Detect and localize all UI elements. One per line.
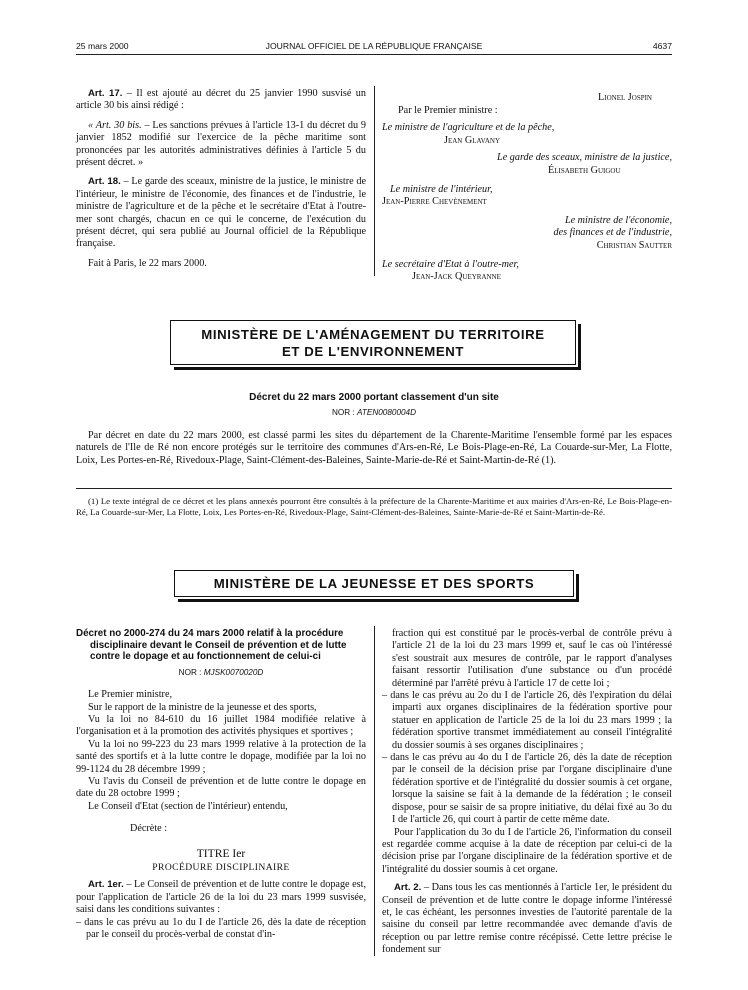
decret-dopage-title: Décret no 2000-274 du 24 mars 2000 relatif à la procédure disciplinaire devant le Conseil de prévention et de lutte contre le dopage et au fonctionnement de celui-ci — [76, 628, 347, 663]
signature-interior-title: Le ministre de l'intérieur, — [390, 183, 493, 195]
decret-dopage-p3: Vu la loi no 84-610 du 16 juillet 1984 modifiée relative à l'organisation et à la promotion des activités physiques et sportives ; — [76, 714, 366, 738]
article-18-text: – Le garde des sceaux, ministre de la justice, le ministre de l'intérieur, le ministre de l'économie, des finances et de l'industrie, le ministre de l'agriculture et de la pêche et le secrétaire d'Etat à l'outre-mer sont chargés, chacun en ce qui le concerne, de l'exécution du présent décret, qui sera publié au Journal officiel de la République française. — [76, 176, 366, 250]
decret-dopage-p1: Le Premier ministre, — [88, 689, 173, 701]
header-journal-title: JOURNAL OFFICIEL DE LA RÉPUBLIQUE FRANÇAISE — [265, 41, 483, 51]
article-17 — [76, 88, 366, 113]
decret-dopage-art2 — [382, 882, 672, 956]
decret-dopage-art1-dash1: – dans le cas prévu au 1o du I de l'article 26, dès la date de réception par le conseil du procès-verbal de constat d'in- — [76, 916, 366, 941]
ministry-jeunesse-line1: MINISTÈRE DE LA JEUNESSE ET DES SPORTS — [213, 576, 535, 591]
decret-dopage-right-column — [382, 628, 672, 957]
decret-dopage-decrete: Décrète : — [130, 823, 168, 835]
signature-om-name: Jean-Jack Queyranne — [412, 271, 501, 283]
signature-interior-name: Jean-Pierre Chevènement — [382, 196, 487, 208]
decret-site-title: Décret du 22 mars 2000 portant classement d'un site — [249, 392, 499, 403]
signature-om-title: Le secrétaire d'Etat à l'outre-mer, — [382, 258, 519, 270]
decret-dopage-art1-label: Art. 1er. — [88, 879, 124, 891]
header-date: 25 mars 2000 — [76, 41, 129, 51]
signature-agri-title: Le ministre de l'agriculture et de la pêche, — [382, 122, 555, 134]
article-30bis-label: « Art. 30 bis. — [88, 119, 142, 131]
decret-dopage-art1-text: – Le Conseil de prévention et de lutte contre le dopage est, pour l'application de l'article 26 de la loi du 23 mars 1999 susvisée, saisi dans les conditions suivantes : — [76, 879, 366, 916]
decret-dopage-titre-sub: PROCÉDURE DISCIPLINAIRE — [152, 862, 290, 874]
decret-site-body: Par décret en date du 22 mars 2000, est classé parmi les sites du département de la Charente-Maritime l'ensemble formé par les espaces naturels de l'Ile de Ré non encore protégés sur le territoire des communes d'Ars-en-Ré, Le Bois-Plage-en-Ré, La Couarde-sur-Mer, La Flotte, Loix, Les Portes-en-Ré, Rivedoux-Plage, Saint-Clément-des-Baleines, Sainte-Marie-de-Ré et Saint-Martin-de-Ré (1). — [76, 430, 672, 466]
decret-dopage-r3: – dans le cas prévu au 4o du I de l'article 26, dès la date de réception par le conseil de la décision prise par l'organe disciplinaire d'une fédération sportive et de l'intégralité du dossier soumis à cet organe, lorsque la saisine se fait à la demande de la fédération ; le conseil dispose, pour se saisir de sa propre initiative, du délai fixé au 3o du I de l'article 26, qui court à partir de cette même date. — [382, 752, 672, 826]
decret-dopage-left-column — [76, 628, 366, 942]
page-header — [76, 40, 672, 55]
decret-dopage-r4: Pour l'application du 3o du I de l'article 26, l'information du conseil est regardée comme acquise à la date de réception par celui-ci de la décision prise par l'organe disciplinaire de la fédération sportive et de l'intégralité du dossier soumis à cet organe. — [382, 826, 672, 875]
decret-site-footnote: (1) Le texte intégral de ce décret et les plans annexés pourront être consultés à la préfecture de la Charente-Maritime et aux mairies d'Ars-en-Ré, Le Bois-Plage-en-Ré, La Couarde-sur-Mer, La Flotte, Loix, Les Portes-en-Ré, Rivedoux-Plage, Saint-Clément-des-Baleines, Sainte-Marie-de-Ré et Saint-Martin-de-Ré. — [76, 496, 672, 517]
signature-eco-title-1: Le ministre de l'économie, — [564, 214, 672, 226]
decret-site-nor-label: NOR : — [331, 408, 357, 417]
column-divider-bottom — [374, 626, 375, 956]
signature-justice-name: Élisabeth Guigou — [548, 164, 621, 176]
decret-dopage-art1 — [76, 879, 366, 916]
article-30bis-text: – Les sanctions prévues à l'article 13-1 du décret du 9 janvier 1852 modifié sur l'exercice de la pêche maritime sont prononcées par les autorités administratives définies à l'article 5 du présent décret. » — [76, 119, 366, 169]
top-left-column — [76, 88, 366, 270]
decret-site-nor-code: ATEN0080004D — [357, 408, 417, 417]
decret-dopage-p4: Vu la loi no 99-223 du 23 mars 1999 relative à la protection de la santé des sportifs et à la lutte contre le dopage, modifiée par la loi no 99-1124 du 28 décembre 1999 ; — [76, 738, 366, 775]
article-18 — [76, 176, 366, 250]
article-17-text: – Il est ajouté au décret du 25 janvier 1990 susvisé un article 30 bis ainsi rédigé : — [76, 88, 366, 112]
footnote-rule — [76, 488, 672, 489]
decret-dopage-p5: Vu l'avis du Conseil de prévention et de lutte contre le dopage en date du 28 octobre 1999 ; — [76, 776, 366, 800]
decret-site-body-wrap — [76, 430, 672, 467]
signature-eco-title-2: des finances et de l'industrie, — [553, 227, 672, 239]
signature-pm-title: Par le Premier ministre : — [398, 104, 498, 116]
decret-dopage-nor — [76, 667, 366, 679]
ministry-amenagement-line2: ET DE L'ENVIRONNEMENT — [281, 344, 465, 359]
decret-dopage-titre: TITRE Ier — [196, 846, 246, 860]
signature-eco-name: Christian Sautter — [596, 239, 672, 251]
article-30bis-quote — [76, 120, 366, 170]
decret-dopage-r1: fraction qui est constitué par le procès-verbal de contrôle prévu à l'article 21 de la loi du 23 mars 1999 et, sauf le cas où l'intéressé s'est soustrait aux mesures de contrôle, par le rapport d'analyses faisant ressortir l'utilisation d'une substance ou d'un procédé déterminé par l'arrêté prévu à l'article 17 de cette loi ; — [392, 628, 672, 689]
signature-pm-name: Lionel Jospin — [598, 92, 652, 103]
decret-dopage-nor-code: MJSK0070020D — [203, 667, 264, 677]
ministry-jeunesse-box — [174, 570, 574, 597]
column-divider-top — [374, 86, 375, 276]
signature-justice-title: Le garde des sceaux, ministre de la justice, — [497, 152, 672, 164]
decret-dopage-p6: Le Conseil d'Etat (section de l'intérieur) entendu, — [88, 800, 288, 812]
decret-dopage-art2-text: – Dans tous les cas mentionnés à l'article 1er, le président du Conseil de prévention et de lutte contre le dopage informe l'intéressé et, le cas échéant, les personnes investies de l'autorité parentale de la saisine du conseil par lettre recommandée avec demande d'avis de réception ou par lettre remise contre récépissé. Cette lettre précise le fondement sur — [382, 882, 672, 956]
ministry-amenagement-box — [170, 320, 576, 365]
article-18-label: Art. 18. — [88, 176, 121, 188]
header-page-number: 4637 — [652, 41, 672, 51]
decret-dopage-r2: – dans le cas prévu au 2o du I de l'article 26, dès l'expiration du délai imparti aux organes disciplinaires de la fédération sportive pour statuer en application de l'article 25 de la loi du 23 mars 1999 ; la fédération sportive transmet immédiatement au conseil l'intégralité du dossier soumis à ses organes disciplinaires ; — [382, 690, 672, 751]
article-17-label: Art. 17. — [88, 88, 123, 99]
signature-agri-name: Jean Glavany — [444, 134, 501, 146]
decret-site-nor — [76, 407, 672, 419]
signatures-block — [382, 92, 672, 284]
decret-dopage-p2: Sur le rapport de la ministre de la jeunesse et des sports, — [88, 701, 317, 713]
decret-dopage-nor-label: NOR : — [178, 667, 204, 677]
decret-site-footnote-wrap — [76, 496, 672, 517]
ministry-amenagement-line1: MINISTÈRE DE L'AMÉNAGEMENT DU TERRITOIRE — [201, 327, 545, 342]
fait-a-paris: Fait à Paris, le 22 mars 2000. — [88, 257, 207, 269]
decret-dopage-art2-label: Art. 2. — [394, 882, 422, 894]
